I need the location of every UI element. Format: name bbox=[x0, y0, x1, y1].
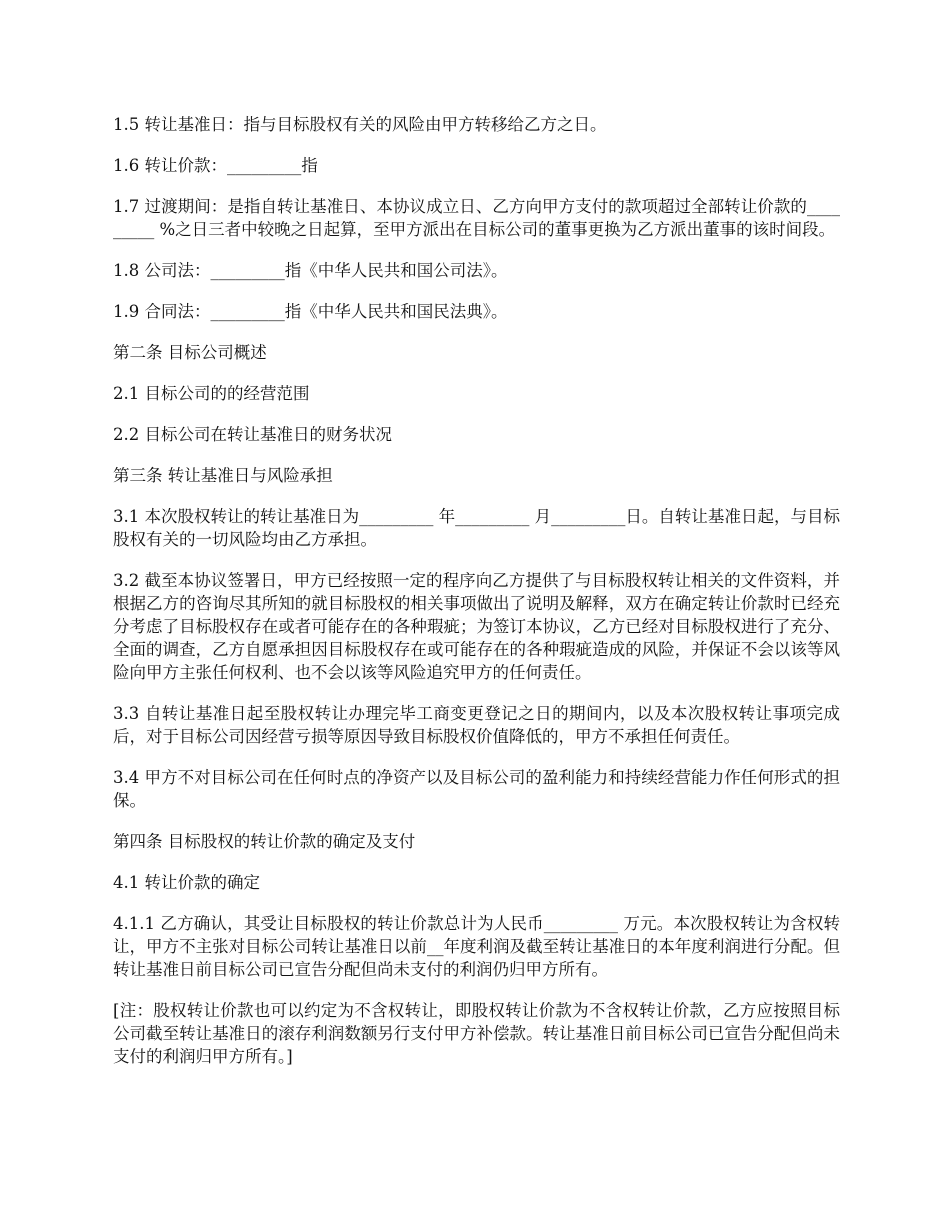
clause-3-3: 3.3 自转让基准日起至股权转让办理完毕工商变更登记之日的期间内，以及本次股权转让事项完成后，对于目标公司因经营亏损等原因导致目标股权价值降低的，甲方不承担任何责任。 bbox=[113, 704, 840, 746]
clause-1-8: 1.8 公司法：_________指《中华人民共和国公司法》。 bbox=[113, 261, 508, 280]
clause-3-1: 3.1 本次股权转让的转让基准日为_________ 年_________ 月_________日。自转让基准日起，与目标股权有关的一切风险均由乙方承担。 bbox=[113, 507, 840, 549]
clause-4-1-1: 4.1.1 乙方确认，其受让目标股权的转让价款总计为人民币_________ 万元。本次股权转让为含权转让，甲方不主张对目标公司转让基准日以前__年度利润及截至转让基准日的本年度利润进行分配。但转让基准日前目标公司已宣告分配但尚未支付的利润仍归甲方所有。 bbox=[113, 914, 840, 979]
clause-1-5: 1.5 转让基准日：指与目标股权有关的风险由甲方转移给乙方之日。 bbox=[113, 115, 607, 134]
article-3-heading: 第三条 转让基准日与风险承担 bbox=[113, 466, 333, 485]
clause-1-9: 1.9 合同法：_________指《中华人民共和国民法典》。 bbox=[113, 302, 508, 321]
article-4-heading: 第四条 目标股权的转让价款的确定及支付 bbox=[113, 832, 416, 851]
clause-4-1: 4.1 转让价款的确定 bbox=[113, 873, 260, 892]
clause-2-2: 2.2 目标公司在转让基准日的财务状况 bbox=[113, 425, 392, 444]
document-body bbox=[113, 113, 840, 1086]
note-paragraph: [注：股权转让价款也可以约定为不含权转让，即股权转让价款为不含权转让价款，乙方应按照目标公司截至转让基准日的滚存利润数额另行支付甲方补偿款。转让基准日前目标公司已宣告分配但尚未支付的利润归甲方所有。] bbox=[113, 1001, 840, 1066]
clause-3-2: 3.2 截至本协议签署日，甲方已经按照一定的程序向乙方提供了与目标股权转让相关的文件资料，并根据乙方的咨询尽其所知的就目标股权的相关事项做出了说明及解释，双方在确定转让价款时已经充分考虑了目标股权存在或者可能存在的各种瑕疵；为签订本协议，乙方已经对目标股权进行了充分、全面的调查，乙方自愿承担因目标股权存在或可能存在的各种瑕疵造成的风险，并保证不会以该等风险向甲方主张任何权利、也不会以该等风险追究甲方的任何责任。 bbox=[113, 571, 840, 682]
clause-2-1: 2.1 目标公司的的经营范围 bbox=[113, 384, 310, 403]
article-2-heading: 第二条 目标公司概述 bbox=[113, 343, 267, 362]
clause-1-6: 1.6 转让价款：_________指 bbox=[113, 156, 318, 175]
clause-3-4: 3.4 甲方不对目标公司在任何时点的净资产以及目标公司的盈利能力和持续经营能力作任何形式的担保。 bbox=[113, 768, 840, 810]
clause-1-7: 1.7 过渡期间：是指自转让基准日、本协议成立日、乙方向甲方支付的款项超过全部转让价款的_________ %之日三者中较晚之日起算，至甲方派出在目标公司的董事更换为乙方派出董事的该时间段。 bbox=[113, 197, 840, 239]
